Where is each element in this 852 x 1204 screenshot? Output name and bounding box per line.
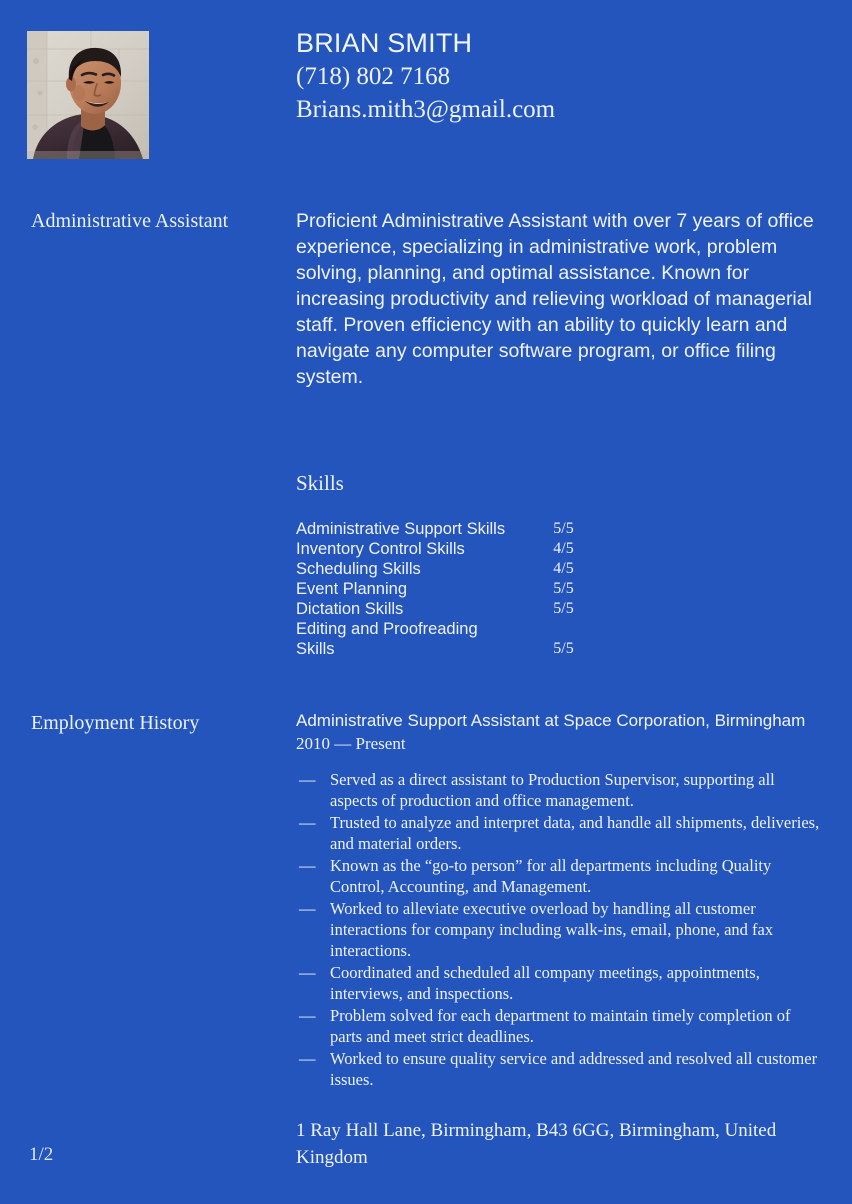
job-bullet-text: Known as the “go-to person” for all departments including Quality Control, Accounting, and Management. — [330, 856, 772, 896]
employment-section-label: Employment History — [31, 712, 200, 734]
profile-photo — [27, 31, 149, 159]
page-number: 1/2 — [29, 1144, 54, 1165]
dash-bullet-icon: — — [299, 1049, 316, 1068]
job-bullet-item — [296, 769, 824, 811]
skill-rating: 5/5 — [553, 600, 574, 617]
skill-row — [296, 579, 616, 599]
skill-row — [296, 519, 616, 539]
email-address: Brians.mith3@gmail.com — [296, 96, 556, 123]
skill-row — [296, 619, 616, 639]
skill-row — [296, 559, 616, 579]
job-bullet-item — [296, 962, 824, 1004]
job-bullet-text: Served as a direct assistant to Production Supervisor, supporting all aspects of production and office management. — [330, 770, 775, 810]
skill-rating: 5/5 — [553, 520, 574, 537]
job-bullet-item — [296, 898, 824, 961]
job-bullet-item — [296, 1048, 824, 1090]
skill-name: Skills — [296, 640, 335, 658]
job-bullet-text: Trusted to analyze and interpret data, and handle all shipments, deliveries, and material orders. — [330, 813, 820, 853]
skill-row — [296, 599, 616, 619]
job-title: Administrative Support Assistant at Space Corporation, Birmingham — [296, 711, 806, 730]
job-bullet-item — [296, 1005, 824, 1047]
skill-name: Administrative Support Skills — [296, 520, 506, 538]
dash-bullet-icon: — — [299, 1006, 316, 1025]
skill-name: Inventory Control Skills — [296, 540, 465, 558]
dash-bullet-icon: — — [299, 770, 316, 789]
job-bullet-text: Problem solved for each department to maintain timely completion of parts and meet strict deadlines. — [330, 1006, 791, 1046]
job-dates: 2010 — Present — [296, 734, 406, 753]
skill-name: Dictation Skills — [296, 600, 404, 618]
dash-bullet-icon: — — [299, 813, 316, 832]
employment-body — [296, 710, 824, 1091]
phone-number: (718) 802 7168 — [296, 63, 451, 90]
dash-bullet-icon: — — [299, 899, 316, 918]
skill-rating: 5/5 — [553, 580, 574, 597]
summary-paragraph: Proficient Administrative Assistant with over 7 years of office experience, specializing in administrative work, problem solving, planning, and optimal assistance. Known for increasing productivity and relieving workload of managerial staff. Proven efficiency with an ability to quickly learn and navigate any computer software program, or office filing system. — [296, 210, 814, 388]
skill-rating: 4/5 — [553, 540, 574, 557]
job-bullet-item — [296, 855, 824, 897]
skill-rating: 5/5 — [553, 640, 574, 657]
resume-header — [0, 0, 852, 190]
skills-heading: Skills — [296, 471, 344, 495]
candidate-name: BRIAN SMITH — [296, 28, 473, 58]
job-bullet-text: Worked to alleviate executive overload by handling all customer interactions for company including walk-ins, email, phone, and fax interactions. — [330, 899, 774, 960]
skill-name: Editing and Proofreading — [296, 620, 478, 638]
job-bullet-text: Worked to ensure quality service and addressed and resolved all customer issues. — [330, 1049, 818, 1089]
skill-rating: 4/5 — [553, 560, 574, 577]
skill-name: Scheduling Skills — [296, 560, 421, 578]
footer-address: 1 Ray Hall Lane, Birmingham, B43 6GG, Birmingham, United Kingdom — [296, 1120, 777, 1168]
skill-row — [296, 539, 616, 559]
job-entry — [296, 710, 824, 1090]
skill-rating — [553, 619, 616, 639]
summary-body — [296, 208, 824, 390]
headshot-photo-icon — [27, 31, 149, 159]
dash-bullet-icon: — — [299, 856, 316, 875]
skills-body — [296, 470, 824, 659]
summary-section-label: Administrative Assistant — [31, 210, 229, 232]
identity-block — [296, 26, 836, 126]
skills-table — [296, 519, 616, 659]
job-bullet-text: Coordinated and scheduled all company meetings, appointments, interviews, and inspections. — [330, 963, 760, 1003]
job-bullet-item — [296, 812, 824, 854]
skill-row-continuation — [296, 639, 616, 659]
dash-bullet-icon: — — [299, 963, 316, 982]
skill-name: Event Planning — [296, 580, 407, 598]
job-bullet-list — [296, 769, 824, 1090]
